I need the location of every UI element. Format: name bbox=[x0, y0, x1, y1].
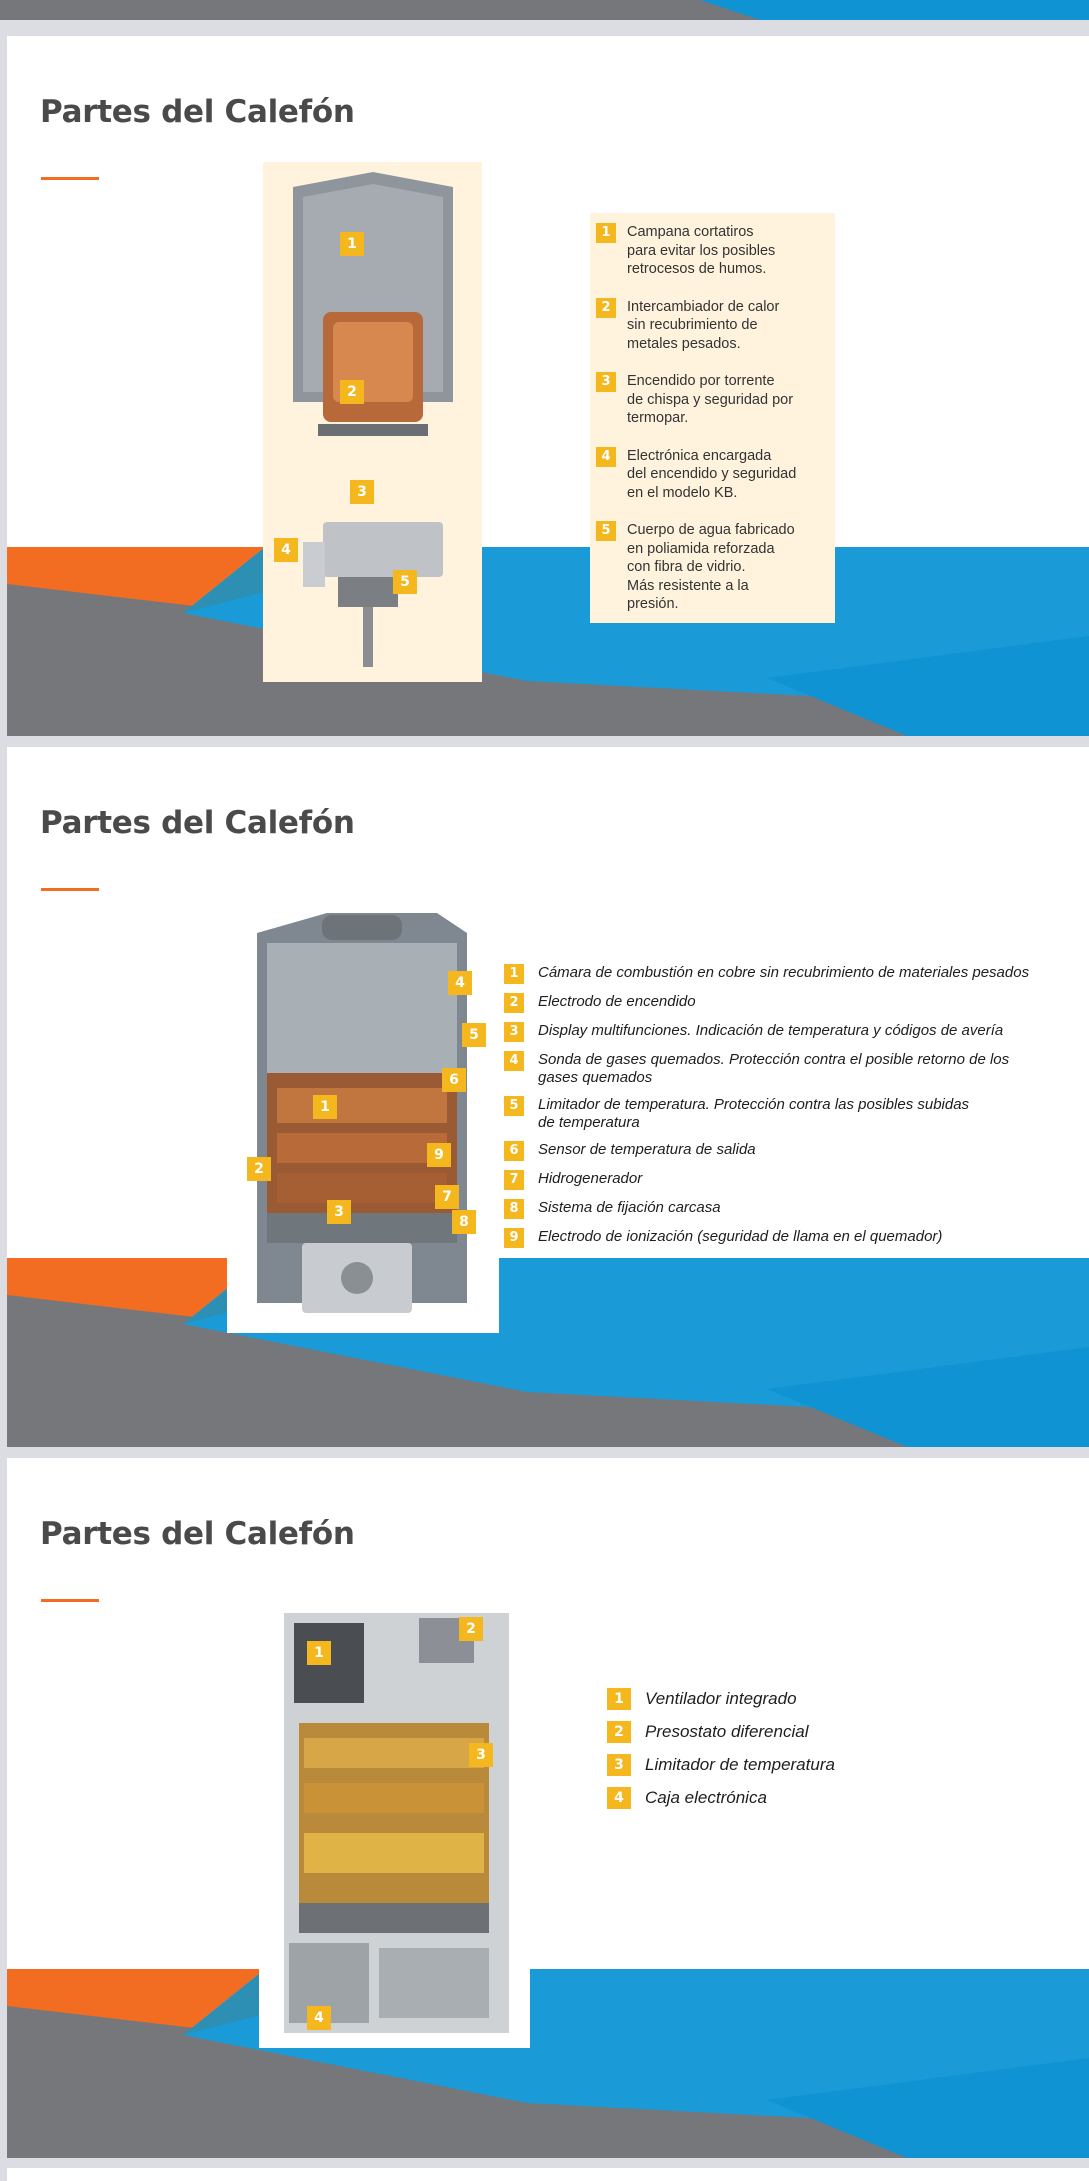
legend-number: 1 bbox=[504, 964, 524, 984]
legend-text: Hidrogenerador bbox=[538, 1170, 643, 1187]
legend-text: Caja electrónica bbox=[645, 1788, 767, 1807]
legend-item bbox=[607, 1721, 967, 1743]
photo-marker: 5 bbox=[393, 570, 417, 594]
legend-text: Electrodo de encendido bbox=[538, 993, 696, 1010]
photo-marker: 4 bbox=[307, 2006, 331, 2030]
slide-decoration bbox=[7, 36, 1089, 736]
legend-number: 3 bbox=[504, 1022, 524, 1042]
legend-number: 5 bbox=[596, 521, 616, 541]
legend-item bbox=[504, 993, 1089, 1013]
legend-number: 3 bbox=[607, 1754, 631, 1776]
legend-text: Limitador de temperatura bbox=[645, 1755, 835, 1774]
photo-marker: 3 bbox=[469, 1743, 493, 1767]
legend-number: 5 bbox=[504, 1096, 524, 1116]
legend-item bbox=[596, 298, 829, 354]
legend-number: 2 bbox=[607, 1721, 631, 1743]
photo-marker: 2 bbox=[459, 1617, 483, 1641]
legend-text: Encendido por torrente de chispa y seguridad por termopar. bbox=[627, 373, 794, 426]
legend-number: 1 bbox=[607, 1688, 631, 1710]
legend-item bbox=[504, 1199, 1089, 1219]
legend-item bbox=[504, 1022, 1089, 1042]
legend-number: 3 bbox=[596, 372, 616, 392]
title-underline bbox=[41, 888, 99, 891]
photo-marker: 3 bbox=[350, 480, 374, 504]
photo-marker: 7 bbox=[435, 1185, 459, 1209]
title-underline bbox=[41, 1599, 99, 1602]
legend-item bbox=[504, 1141, 1089, 1161]
photo-marker: 2 bbox=[340, 380, 364, 404]
legend-number: 4 bbox=[596, 447, 616, 467]
legend-item bbox=[596, 447, 829, 503]
heater-photo bbox=[263, 162, 482, 682]
legend-text: Sonda de gases quemados. Protección contra el posible retorno de los gases quemados bbox=[538, 1051, 1010, 1086]
legend-item bbox=[607, 1688, 967, 1710]
legend-item bbox=[596, 223, 829, 279]
legend-number: 7 bbox=[504, 1170, 524, 1190]
next-slide-edge bbox=[7, 2168, 1089, 2181]
legend-text: Campana cortatiros para evitar los posibles retrocesos de humos. bbox=[627, 224, 776, 277]
parts-legend bbox=[590, 213, 835, 623]
legend-text: Intercambiador de calor sin recubrimiento de metales pesados. bbox=[627, 298, 780, 352]
slide-title: Partes del Calefón bbox=[40, 94, 355, 130]
slide-title: Partes del Calefón bbox=[40, 805, 355, 841]
slide-2 bbox=[7, 747, 1089, 1447]
photo-marker: 6 bbox=[442, 1068, 466, 1092]
heater-photo bbox=[259, 1603, 530, 2048]
legend-item bbox=[504, 964, 1089, 984]
legend-item bbox=[607, 1787, 967, 1809]
legend-text: Sensor de temperatura de salida bbox=[538, 1141, 756, 1158]
slide-1 bbox=[7, 36, 1089, 736]
legend-item bbox=[504, 1051, 1089, 1087]
previous-slide-edge bbox=[0, 0, 1089, 20]
slide-title: Partes del Calefón bbox=[40, 1516, 355, 1552]
legend-text: Electrónica encargada del encendido y seguridad en el modelo KB. bbox=[627, 447, 797, 501]
legend-item bbox=[596, 521, 829, 614]
photo-marker: 1 bbox=[313, 1095, 337, 1119]
slide-3 bbox=[7, 1458, 1089, 2158]
legend-item bbox=[607, 1754, 967, 1776]
legend-text: Electrodo de ionización (seguridad de llama en el quemador) bbox=[538, 1228, 943, 1245]
legend-text: Sistema de fijación carcasa bbox=[538, 1199, 721, 1216]
legend-text: Presostato diferencial bbox=[645, 1722, 809, 1741]
legend-number: 8 bbox=[504, 1199, 524, 1219]
photo-marker: 8 bbox=[452, 1210, 476, 1234]
legend-text: Limitador de temperatura. Protección contra las posibles subidas de temperatura bbox=[538, 1096, 970, 1131]
legend-text: Display multifunciones. Indicación de temperatura y códigos de avería bbox=[538, 1022, 1004, 1039]
photo-marker: 1 bbox=[340, 232, 364, 256]
legend-text: Cuerpo de agua fabricado en poliamida reforzada con fibra de vidrio. Más resistente a la presión. bbox=[627, 522, 795, 612]
photo-marker: 9 bbox=[427, 1143, 451, 1167]
parts-legend bbox=[607, 1688, 967, 1820]
legend-item bbox=[504, 1228, 1089, 1248]
legend-number: 9 bbox=[504, 1228, 524, 1248]
legend-item bbox=[596, 372, 829, 428]
legend-text: Ventilador integrado bbox=[645, 1689, 797, 1708]
legend-number: 2 bbox=[504, 993, 524, 1013]
title-underline bbox=[41, 177, 99, 180]
legend-number: 6 bbox=[504, 1141, 524, 1161]
photo-marker: 2 bbox=[247, 1157, 271, 1181]
photo-marker: 5 bbox=[462, 1023, 486, 1047]
legend-number: 4 bbox=[504, 1051, 524, 1071]
photo-marker: 1 bbox=[307, 1641, 331, 1665]
legend-item bbox=[504, 1170, 1089, 1190]
parts-legend bbox=[504, 964, 1089, 1257]
photo-marker: 4 bbox=[274, 538, 298, 562]
photo-marker: 3 bbox=[327, 1200, 351, 1224]
photo-marker: 4 bbox=[448, 971, 472, 995]
heater-photo bbox=[227, 903, 499, 1333]
legend-number: 2 bbox=[596, 298, 616, 318]
legend-text: Cámara de combustión en cobre sin recubrimiento de materiales pesados bbox=[538, 964, 1030, 981]
legend-number: 4 bbox=[607, 1787, 631, 1809]
legend-number: 1 bbox=[596, 223, 616, 243]
legend-item bbox=[504, 1096, 1089, 1132]
